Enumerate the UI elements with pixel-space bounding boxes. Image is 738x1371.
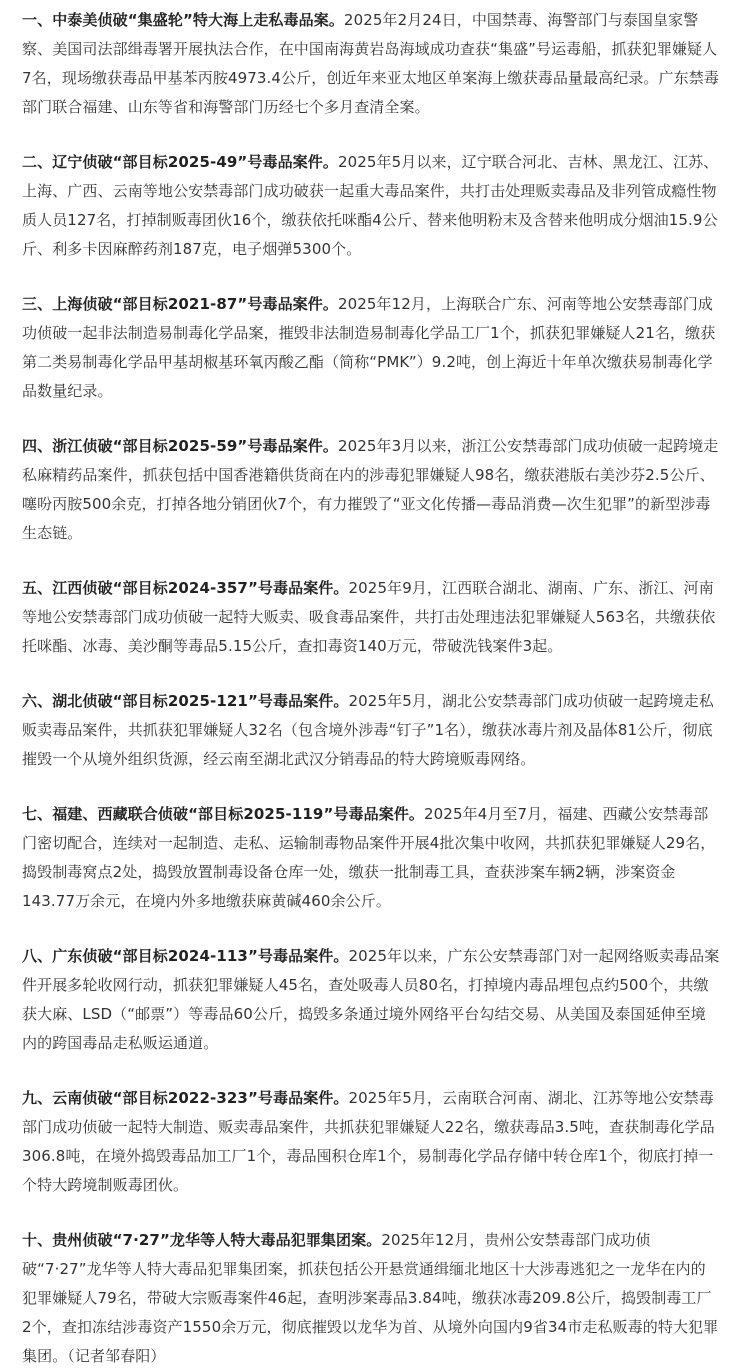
case-body-8: 2025年以来，广东公安禁毒部门对一起网络贩卖毒品案件开展多轮收网行动，抓获犯罪嫌疑人45名，查处吸毒人员80名，打掉境内毒品埋包点约500个，共缴获大麻、LSD（“邮票”）等毒品60公斤，捣毁多条通过境外网络平台勾结交易、从美国及泰国延伸至境内的跨国毒品走私贩运通道。	[22, 947, 720, 1052]
case-body-10: 2025年12月，贵州公安禁毒部门成功侦破“7·27”龙华等人特大毒品犯罪集团案，抓获包括公开悬赏通缉缅北地区十大涉毒逃犯之一龙华在内的犯罪嫌疑人79名，带破大宗贩毒案件46起，查明涉案毒品3.84吨，缴获冰毒209.8公斤，捣毁制毒工厂2个，查扣冻结涉毒资产1550余万元，彻底摧毁以龙华为首、从境外向国内9省34市走私贩毒的特大犯罪集团。（记者邹春阳）	[22, 1231, 719, 1365]
case-body-2: 2025年5月以来，辽宁联合河北、吉林、黑龙江、江苏、上海、广西、云南等地公安禁毒部门成功破获一起重大毒品案件，共打击处理贩卖毒品及非列管成瘾性物质人员127名，打掉制贩毒团伙16个，缴获依托咪酯4公斤、替来他明粉末及含替来他明成分烟油15.9公斤、利多卡因麻醉药剂187克，电子烟弹5300个。	[22, 153, 719, 258]
case-paragraph-10	[22, 1226, 720, 1371]
case-paragraph-5	[22, 574, 720, 661]
case-title-2: 二、辽宁侦破“部目标2025-49”号毒品案件。	[22, 153, 338, 171]
case-title-3: 三、上海侦破“部目标2021-87”号毒品案件。	[22, 295, 338, 313]
case-body-5: 2025年9月，江西联合湖北、湖南、广东、浙江、河南等地公安禁毒部门成功侦破一起特大贩卖、吸食毒品案件，共打击处理违法犯罪嫌疑人563名，共缴获依托咪酯、冰毒、美沙酮等毒品5.15公斤，查扣毒资140万元，带破洗钱案件3起。	[22, 579, 716, 655]
case-title-7: 七、福建、西藏联合侦破“部目标2025-119”号毒品案件。	[22, 805, 425, 823]
case-paragraph-7	[22, 800, 720, 916]
case-title-4: 四、浙江侦破“部目标2025-59”号毒品案件。	[22, 437, 338, 455]
case-body-1: 2025年2月24日，中国禁毒、海警部门与泰国皇家警察、美国司法部缉毒署开展执法合作，在中国南海黄岩岛海域成功查获“集盛”号运毒船，抓获犯罪嫌疑人7名，现场缴获毒品甲基苯丙胺4973.4公斤，创近年来亚太地区单案海上缴获毒品量最高纪录。广东禁毒部门联合福建、山东等省和海警部门历经七个多月查清全案。	[22, 11, 719, 116]
case-paragraph-2	[22, 148, 720, 264]
case-title-1: 一、中泰美侦破“集盛轮”特大海上走私毒品案。	[22, 11, 344, 29]
case-paragraph-1	[22, 6, 720, 122]
case-body-7: 2025年4月至7月，福建、西藏公安禁毒部门密切配合，连续对一起制造、走私、运输制毒物品案件开展4批次集中收网，共抓获犯罪嫌疑人29名，捣毁制毒窝点2处，捣毁放置制毒设备仓库一处，缴获一批制毒工具，查获涉案车辆2辆，涉案资金143.77万余元，在境内外多地缴获麻黄碱460余公斤。	[22, 805, 716, 910]
case-title-8: 八、广东侦破“部目标2024-113”号毒品案件。	[22, 947, 349, 965]
case-title-10: 十、贵州侦破“7·27”龙华等人特大毒品犯罪集团案。	[22, 1231, 382, 1249]
case-title-5: 五、江西侦破“部目标2024-357”号毒品案件。	[22, 579, 349, 597]
case-title-9: 九、云南侦破“部目标2022-323”号毒品案件。	[22, 1089, 349, 1107]
case-paragraph-4	[22, 432, 720, 548]
case-paragraph-9	[22, 1084, 720, 1200]
case-title-6: 六、湖北侦破“部目标2025-121”号毒品案件。	[22, 692, 349, 710]
case-body-9: 2025年5月，云南联合河南、湖北、江苏等地公安禁毒部门成功侦破一起特大制造、贩卖毒品案件，共抓获犯罪嫌疑人22名，缴获毒品3.5吨，查获制毒化学品306.8吨，在境外捣毁毒品加工厂1个，毒品囤积仓库1个，易制毒化学品存储中转仓库1个，彻底打掉一个特大跨境制贩毒团伙。	[22, 1089, 715, 1194]
case-paragraph-8	[22, 942, 720, 1058]
case-body-6: 2025年5月，湖北公安禁毒部门成功侦破一起跨境走私贩卖毒品案件，共抓获犯罪嫌疑人32名（包含境外涉毒“钉子”1名），缴获冰毒片剂及晶体81公斤，彻底摧毁一个从境外组织货源，经云南至湖北武汉分销毒品的特大跨境贩毒网络。	[22, 692, 714, 768]
case-body-4: 2025年3月以来，浙江公安禁毒部门成功侦破一起跨境走私麻精药品案件，抓获包括中国香港籍供货商在内的涉毒犯罪嫌疑人98名，缴获港版右美沙芬2.5公斤、噻吩丙胺500余克，打掉各地分销团伙7个，有力摧毁了“亚文化传播—毒品消费—次生犯罪”的新型涉毒生态链。	[22, 437, 719, 542]
case-paragraph-6	[22, 687, 720, 774]
case-paragraph-3	[22, 290, 720, 406]
case-body-3: 2025年12月，上海联合广东、河南等地公安禁毒部门成功侦破一起非法制造易制毒化学品案，摧毁非法制造易制毒化学品工厂1个，抓获犯罪嫌疑人21名，缴获第二类易制毒化学品甲基胡椒基环氧丙酸乙酯（简称“PMK”）9.2吨，创上海近十年单次缴获易制毒化学品数量纪录。	[22, 295, 716, 400]
